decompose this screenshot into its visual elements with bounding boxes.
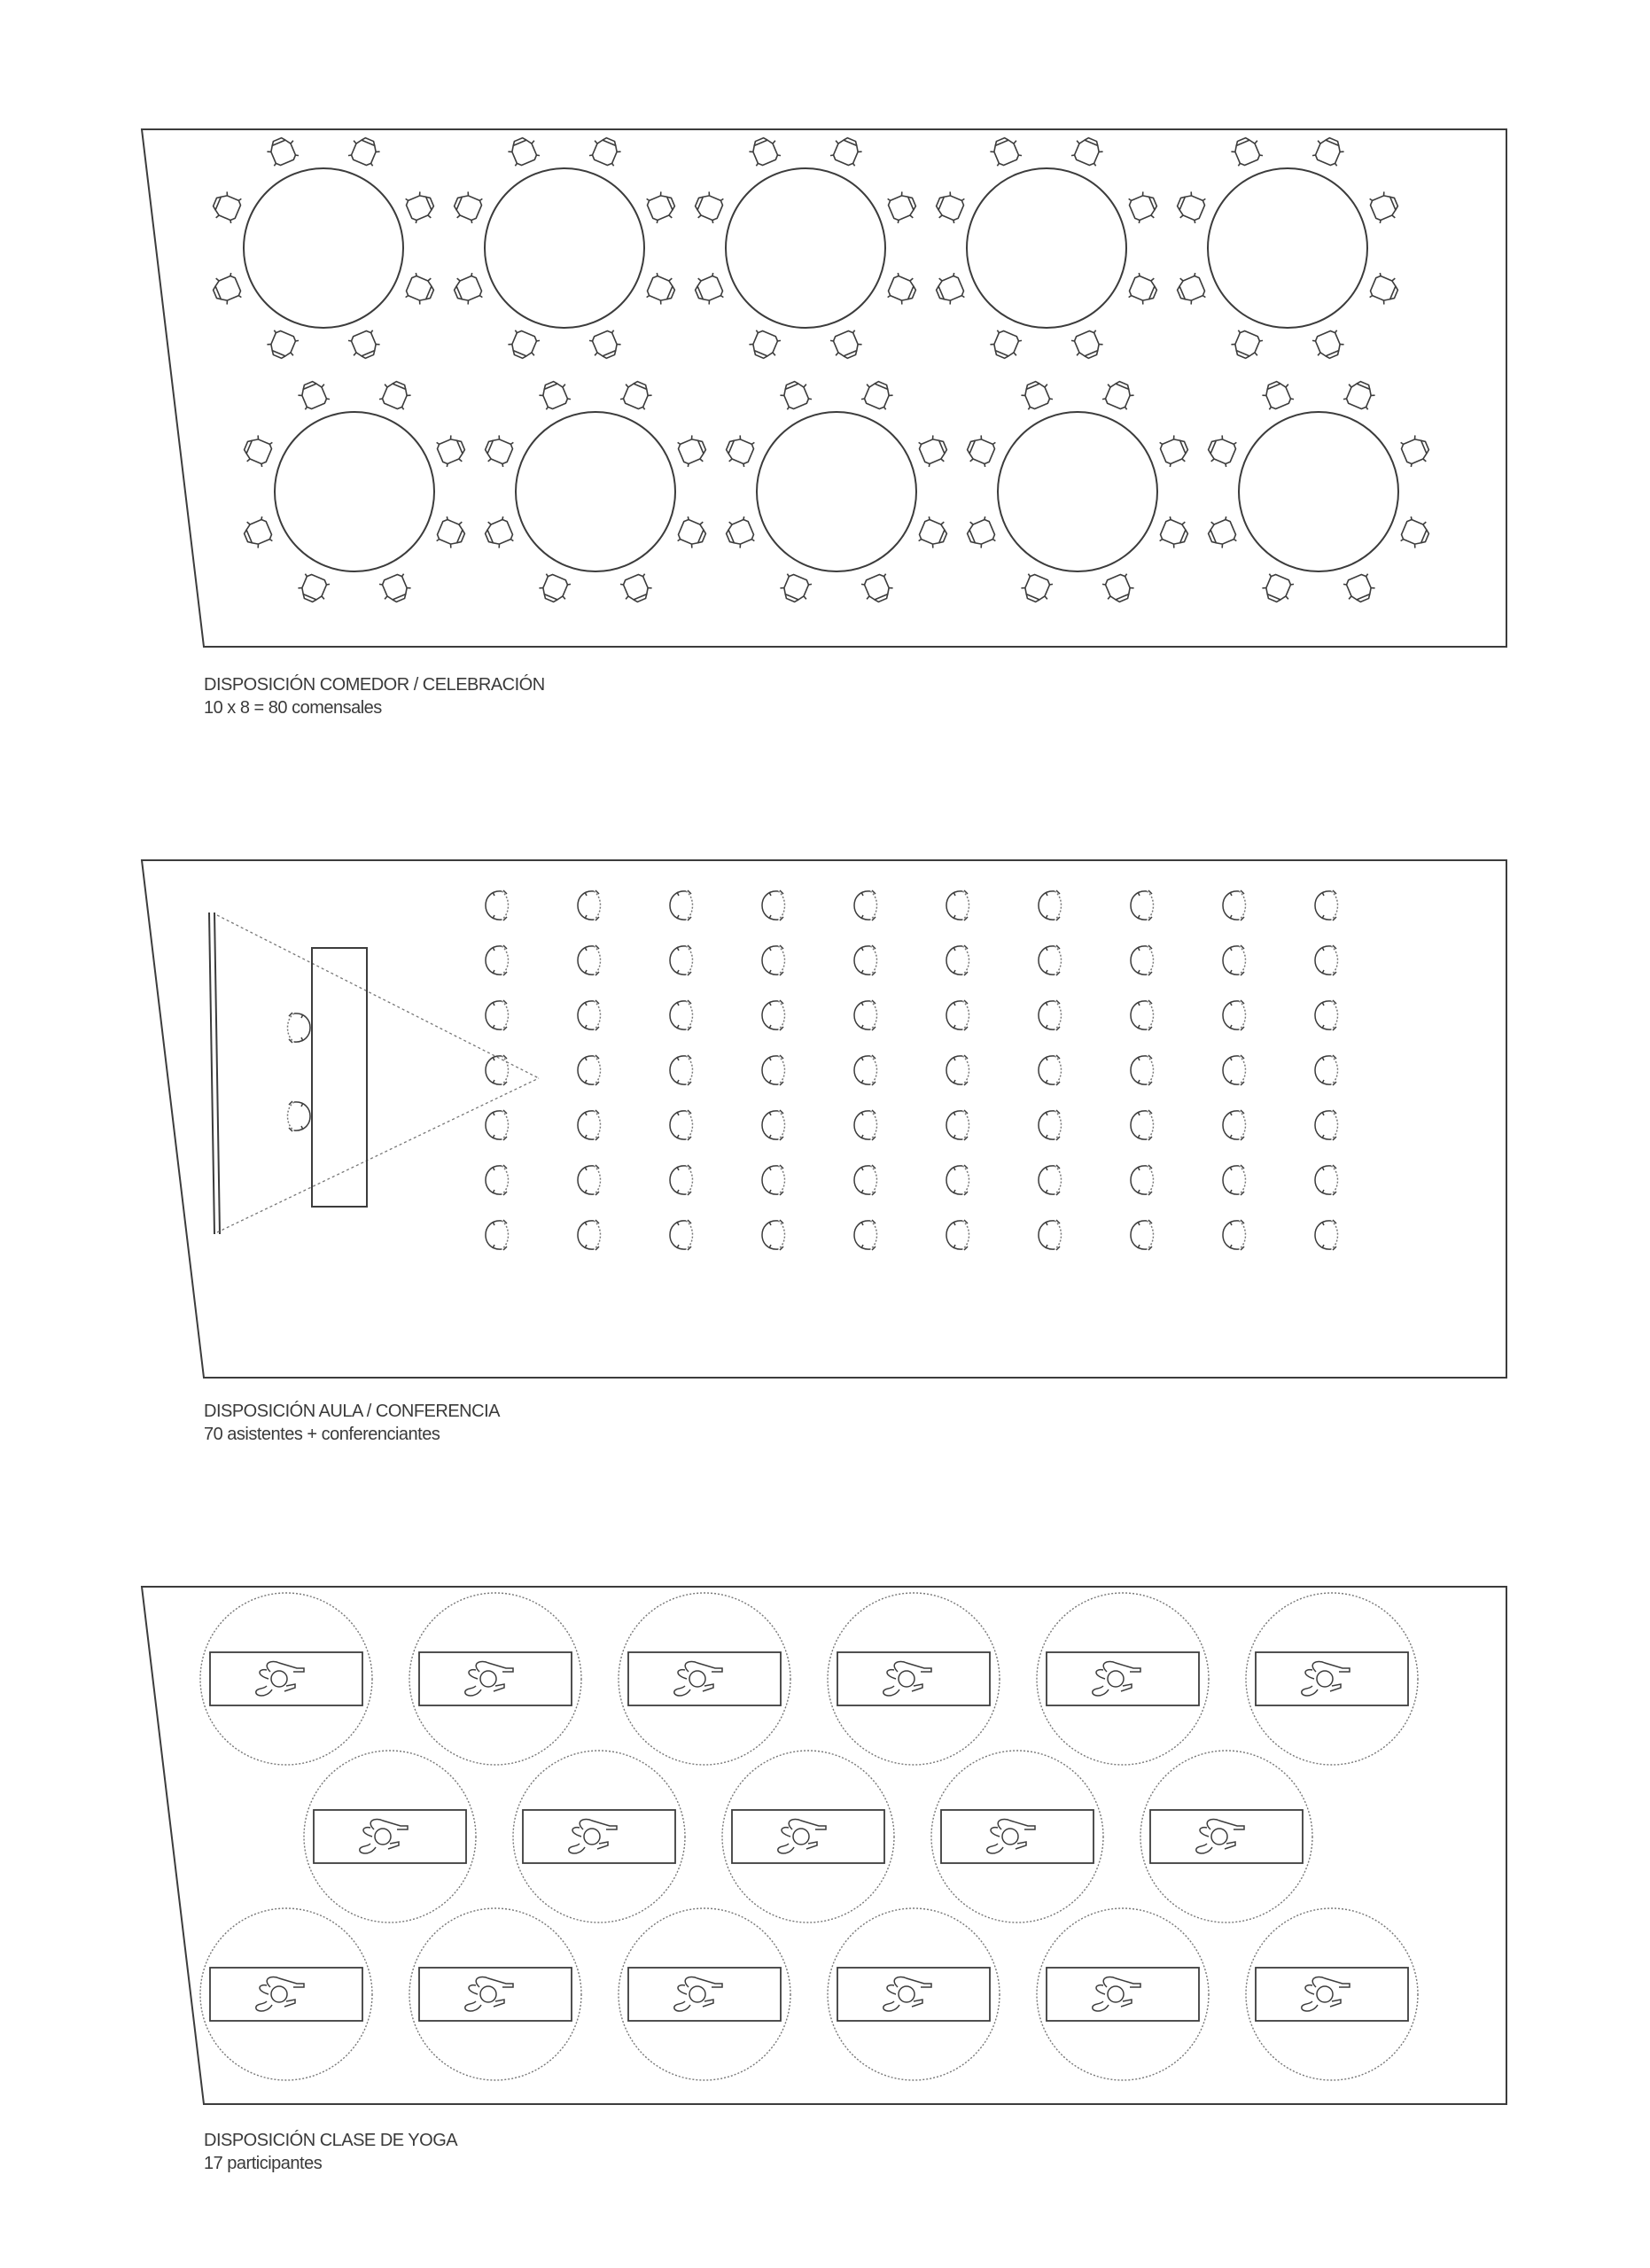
audience-chair xyxy=(1131,1000,1154,1030)
dining-chair xyxy=(377,571,413,605)
hand-icon xyxy=(674,1977,722,2011)
yoga-mat xyxy=(419,1968,572,2021)
dining-table-group xyxy=(481,377,709,605)
audience-chair xyxy=(578,1000,601,1030)
audience-chair xyxy=(670,1220,693,1250)
dining-chair xyxy=(264,134,300,167)
classroom-caption xyxy=(204,1400,500,1446)
audience-chair xyxy=(1223,1220,1246,1250)
hand-icon xyxy=(883,1661,931,1696)
audience-chair xyxy=(854,1165,877,1195)
dining-table-group xyxy=(209,134,437,361)
yoga-mat xyxy=(1047,1652,1199,1705)
dining-chair xyxy=(987,328,1023,361)
audience-chair xyxy=(946,1055,969,1085)
dining-chair xyxy=(1228,328,1264,361)
audience-chair xyxy=(1131,1110,1154,1140)
yoga-space-circle xyxy=(828,1908,1000,2080)
dining-table-group xyxy=(963,377,1191,605)
audience-chair xyxy=(1131,1165,1154,1195)
dining-chair xyxy=(1228,134,1264,167)
audience-chair xyxy=(1039,1220,1062,1250)
yoga-space-circle xyxy=(619,1908,790,2080)
dining-chair xyxy=(1126,271,1160,307)
dining-chair xyxy=(588,328,623,361)
yoga-space-circle xyxy=(200,1593,372,1765)
audience-chair xyxy=(670,1055,693,1085)
dining-chair xyxy=(588,134,623,167)
audience-chair xyxy=(486,1110,509,1140)
audience-chair xyxy=(486,1220,509,1250)
yoga-caption xyxy=(204,2129,457,2175)
yoga-spot xyxy=(1246,1593,1418,1765)
yoga-space-circle xyxy=(304,1751,476,1922)
dining-chair xyxy=(1070,134,1105,167)
hand-icon xyxy=(360,1819,408,1853)
audience-chair xyxy=(1039,1165,1062,1195)
yoga-title: DISPOSICIÓN CLASE DE YOGA xyxy=(204,2131,458,2150)
audience-chair xyxy=(578,890,601,920)
audience-chair xyxy=(670,1165,693,1195)
dining-chair xyxy=(481,515,515,550)
dining-chair xyxy=(240,515,274,550)
audience-chair xyxy=(1131,1220,1154,1250)
dining-chair xyxy=(1204,432,1238,468)
classroom-subtitle: 70 asistentes + conferenciantes xyxy=(204,1425,440,1444)
audience-chair xyxy=(486,945,509,975)
dining-chair xyxy=(1101,377,1136,411)
hand-icon xyxy=(465,1977,513,2011)
yoga-space-circle xyxy=(200,1908,372,2080)
dining-chair xyxy=(346,328,382,361)
dining-chair xyxy=(963,515,997,550)
yoga-spot xyxy=(409,1593,581,1765)
projection-screen xyxy=(209,913,220,1234)
round-table xyxy=(244,168,403,328)
hand-icon xyxy=(1093,1977,1140,2011)
round-table xyxy=(757,412,916,571)
yoga-space-circle xyxy=(1246,1593,1418,1765)
audience-chair xyxy=(578,1220,601,1250)
yoga-spot xyxy=(828,1908,1000,2080)
yoga-mat xyxy=(941,1810,1094,1863)
audience-chair xyxy=(670,945,693,975)
dining-chair xyxy=(403,189,437,224)
dining-chair xyxy=(1018,571,1054,605)
audience-chair xyxy=(762,1110,785,1140)
yoga-space-circle xyxy=(619,1593,790,1765)
dining-chair xyxy=(434,515,468,550)
audience-chair xyxy=(946,1220,969,1250)
audience-chair xyxy=(1223,1055,1246,1085)
dining-chair xyxy=(1367,271,1401,307)
hand-icon xyxy=(256,1977,304,2011)
yoga-spot xyxy=(828,1593,1000,1765)
speaker-chair xyxy=(288,1101,311,1131)
hand-icon xyxy=(1302,1661,1350,1696)
dining-chair xyxy=(1367,189,1401,224)
yoga-spot xyxy=(1246,1908,1418,2080)
dining-chair xyxy=(691,189,725,224)
dining-chair xyxy=(1311,134,1346,167)
dining-chair xyxy=(346,134,382,167)
audience-chair xyxy=(1039,1000,1062,1030)
dining-chair xyxy=(377,377,413,411)
dining-chair xyxy=(1101,571,1136,605)
hand-icon xyxy=(883,1977,931,2011)
round-table xyxy=(1208,168,1367,328)
classroom-title: DISPOSICIÓN AULA / CONFERENCIA xyxy=(204,1402,500,1421)
dining-caption xyxy=(204,673,545,719)
dining-chair xyxy=(777,571,813,605)
audience-chair xyxy=(486,1165,509,1195)
dining-chair xyxy=(885,271,919,307)
yoga-mat xyxy=(837,1652,990,1705)
audience-chair xyxy=(670,1110,693,1140)
yoga-mat xyxy=(210,1652,362,1705)
dining-chair xyxy=(963,432,997,468)
yoga-space-circle xyxy=(1037,1593,1209,1765)
dining-chair xyxy=(481,432,515,468)
audience-chair xyxy=(1223,945,1246,975)
dining-chair xyxy=(1126,189,1160,224)
yoga-mat xyxy=(419,1652,572,1705)
audience-chair xyxy=(578,1110,601,1140)
audience-chair xyxy=(1315,890,1338,920)
dining-chair xyxy=(777,377,813,411)
dining-chair xyxy=(1173,189,1207,224)
dining-chair xyxy=(450,271,484,307)
hand-icon xyxy=(674,1661,722,1696)
audience-chair xyxy=(486,890,509,920)
dining-chair xyxy=(675,515,709,550)
yoga-mat xyxy=(523,1810,675,1863)
yoga-mat xyxy=(732,1810,884,1863)
yoga-space-circle xyxy=(409,1908,581,2080)
dining-chair xyxy=(916,515,950,550)
dining-chair xyxy=(860,377,895,411)
dining-chair xyxy=(536,377,572,411)
dining-chair xyxy=(1204,515,1238,550)
dining-chair xyxy=(1157,515,1191,550)
audience-chair xyxy=(946,945,969,975)
dining-table-group xyxy=(1173,134,1401,361)
dining-table-group xyxy=(240,377,468,605)
classroom-room-outline xyxy=(142,860,1506,1378)
audience-chair xyxy=(762,1055,785,1085)
yoga-spot xyxy=(619,1593,790,1765)
audience-chair xyxy=(762,1165,785,1195)
audience-chair xyxy=(1223,1165,1246,1195)
dining-table-group xyxy=(1204,377,1432,605)
dining-chair xyxy=(1342,571,1377,605)
dining-chair xyxy=(1259,571,1295,605)
audience-chair xyxy=(854,1055,877,1085)
yoga-spot xyxy=(200,1908,372,2080)
yoga-spot xyxy=(513,1751,685,1922)
dining-table-group xyxy=(932,134,1160,361)
dining-chair xyxy=(722,515,756,550)
yoga-space-circle xyxy=(513,1751,685,1922)
dining-chair xyxy=(829,328,864,361)
round-table xyxy=(275,412,434,571)
yoga-space-circle xyxy=(931,1751,1103,1922)
audience-chair xyxy=(854,890,877,920)
audience-chair xyxy=(486,1000,509,1030)
dining-chair xyxy=(403,271,437,307)
audience-chair xyxy=(486,1055,509,1085)
round-table xyxy=(516,412,675,571)
audience-chair xyxy=(762,1220,785,1250)
yoga-mat xyxy=(1047,1968,1199,2021)
yoga-space-circle xyxy=(1140,1751,1312,1922)
audience-chair xyxy=(1131,945,1154,975)
dining-chair xyxy=(644,271,678,307)
dining-chair xyxy=(829,134,864,167)
dining-chair xyxy=(860,571,895,605)
audience-chair xyxy=(1039,890,1062,920)
speaker-chair xyxy=(288,1013,311,1043)
hand-icon xyxy=(1093,1661,1140,1696)
dining-chair xyxy=(1398,515,1432,550)
dining-chair xyxy=(505,328,541,361)
hand-icon xyxy=(1196,1819,1244,1853)
audience-chair xyxy=(946,1000,969,1030)
dining-subtitle: 10 x 8 = 80 comensales xyxy=(204,698,382,718)
yoga-mat xyxy=(628,1652,781,1705)
dining-chair xyxy=(746,328,782,361)
dining-chair xyxy=(1259,377,1295,411)
hand-icon xyxy=(987,1819,1035,1853)
audience-chair xyxy=(1315,1110,1338,1140)
dining-plan xyxy=(0,124,1650,656)
audience-chair xyxy=(1315,1220,1338,1250)
hand-icon xyxy=(256,1661,304,1696)
audience-chair xyxy=(762,890,785,920)
dining-chair xyxy=(264,328,300,361)
dining-chair xyxy=(932,271,966,307)
dining-chair xyxy=(746,134,782,167)
yoga-space-circle xyxy=(409,1593,581,1765)
dining-chair xyxy=(295,571,331,605)
yoga-spot xyxy=(931,1751,1103,1922)
dining-chair xyxy=(434,432,468,468)
dining-chair xyxy=(722,432,756,468)
yoga-mat xyxy=(1150,1810,1303,1863)
audience-chair xyxy=(946,1110,969,1140)
dining-table-group xyxy=(450,134,678,361)
dining-chair xyxy=(1311,328,1346,361)
yoga-mat xyxy=(628,1968,781,2021)
audience-chair xyxy=(578,945,601,975)
dining-chair xyxy=(1070,328,1105,361)
yoga-mat xyxy=(210,1968,362,2021)
round-table xyxy=(967,168,1126,328)
dining-chair xyxy=(1018,377,1054,411)
dining-chair xyxy=(932,189,966,224)
dining-chair xyxy=(1398,432,1432,468)
dining-chair xyxy=(536,571,572,605)
round-table xyxy=(998,412,1157,571)
dining-chair xyxy=(987,134,1023,167)
dining-chair xyxy=(619,571,654,605)
dining-chair xyxy=(1173,271,1207,307)
yoga-plan xyxy=(0,1581,1650,2113)
dining-chair xyxy=(209,271,243,307)
audience-chair xyxy=(854,1110,877,1140)
yoga-spot xyxy=(200,1593,372,1765)
yoga-spot xyxy=(304,1751,476,1922)
dining-chair xyxy=(644,189,678,224)
audience-chair xyxy=(1223,890,1246,920)
audience-chair xyxy=(578,1165,601,1195)
dining-chair xyxy=(691,271,725,307)
yoga-mat xyxy=(314,1810,466,1863)
audience-chair xyxy=(1223,1110,1246,1140)
audience-chair xyxy=(946,1165,969,1195)
yoga-spot xyxy=(1140,1751,1312,1922)
round-table xyxy=(726,168,885,328)
dining-chair xyxy=(295,377,331,411)
yoga-spot xyxy=(409,1908,581,2080)
projection-cone xyxy=(217,915,539,1232)
dining-title: DISPOSICIÓN COMEDOR / CELEBRACIÓN xyxy=(204,675,545,695)
classroom-plan xyxy=(0,855,1650,1386)
dining-chair xyxy=(1342,377,1377,411)
audience-chair xyxy=(1315,1000,1338,1030)
audience-chair xyxy=(1315,1055,1338,1085)
audience-chair xyxy=(1223,1000,1246,1030)
audience-chair xyxy=(1039,1055,1062,1085)
yoga-space-circle xyxy=(1246,1908,1418,2080)
audience-chair xyxy=(854,1220,877,1250)
speaker-table xyxy=(312,948,367,1207)
audience-chair xyxy=(854,945,877,975)
round-table xyxy=(1239,412,1398,571)
audience-chair xyxy=(762,945,785,975)
yoga-space-circle xyxy=(722,1751,894,1922)
yoga-spot xyxy=(722,1751,894,1922)
audience-chair xyxy=(1315,945,1338,975)
hand-icon xyxy=(778,1819,826,1853)
dining-table-group xyxy=(691,134,919,361)
hand-icon xyxy=(1302,1977,1350,2011)
yoga-mat xyxy=(1256,1652,1408,1705)
audience-chair xyxy=(670,890,693,920)
yoga-space-circle xyxy=(1037,1908,1209,2080)
audience-chair xyxy=(1039,945,1062,975)
audience-chair xyxy=(1039,1110,1062,1140)
round-table xyxy=(485,168,644,328)
yoga-space-circle xyxy=(828,1593,1000,1765)
dining-chair xyxy=(916,432,950,468)
audience-chair xyxy=(1131,890,1154,920)
yoga-mat xyxy=(837,1968,990,2021)
dining-chair xyxy=(209,189,243,224)
audience-chair xyxy=(762,1000,785,1030)
audience-chair xyxy=(854,1000,877,1030)
dining-chair xyxy=(450,189,484,224)
hand-icon xyxy=(465,1661,513,1696)
audience-chair xyxy=(670,1000,693,1030)
dining-chair xyxy=(505,134,541,167)
dining-table-group xyxy=(722,377,950,605)
audience-chair xyxy=(578,1055,601,1085)
yoga-mat xyxy=(1256,1968,1408,2021)
dining-chair xyxy=(885,189,919,224)
dining-chair xyxy=(240,432,274,468)
yoga-room-outline xyxy=(142,1587,1506,2104)
audience-chair xyxy=(1315,1165,1338,1195)
dining-chair xyxy=(1157,432,1191,468)
dining-chair xyxy=(675,432,709,468)
hand-icon xyxy=(569,1819,617,1853)
dining-chair xyxy=(619,377,654,411)
audience-chair xyxy=(1131,1055,1154,1085)
yoga-subtitle: 17 participantes xyxy=(204,2154,323,2173)
yoga-spot xyxy=(1037,1908,1209,2080)
yoga-spot xyxy=(1037,1593,1209,1765)
yoga-spot xyxy=(619,1908,790,2080)
audience-chair xyxy=(946,890,969,920)
